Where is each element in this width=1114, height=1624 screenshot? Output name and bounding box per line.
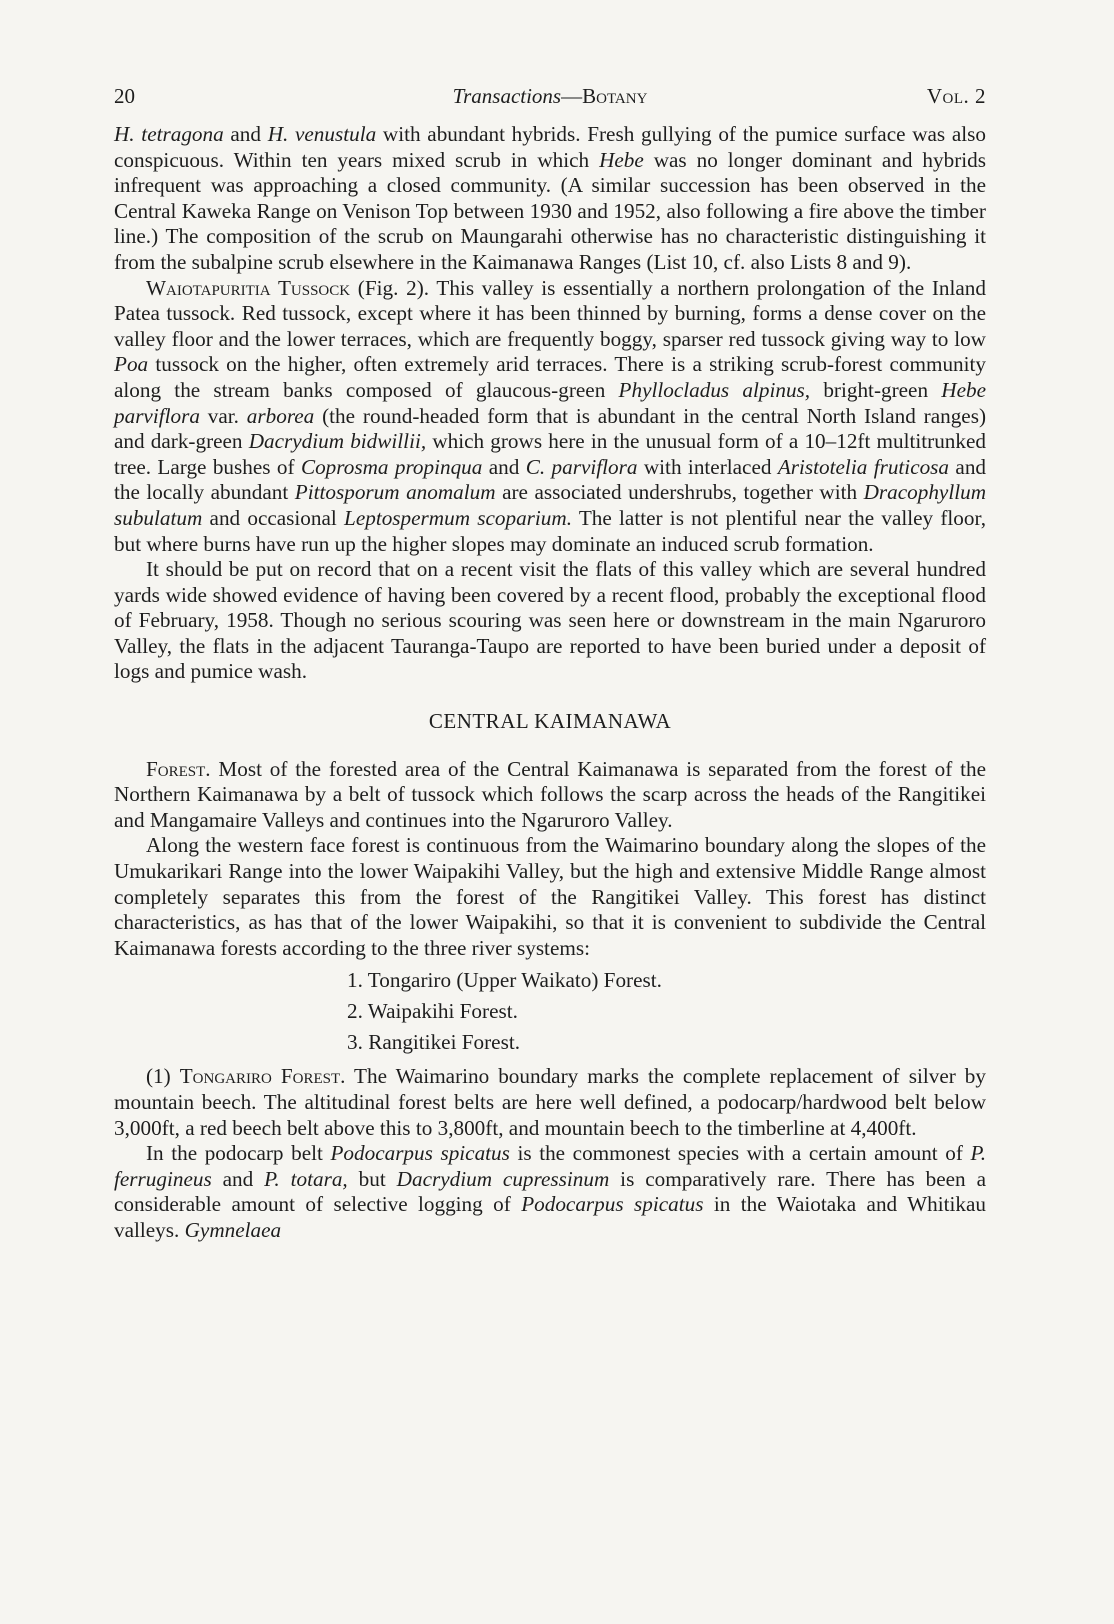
- volume-label: Vol. 2: [926, 84, 986, 108]
- article-body: [114, 122, 986, 1244]
- list-item: 1. Tongariro (Upper Waikato) Forest.: [347, 968, 662, 993]
- text-run: and the locally abundant: [114, 454, 987, 505]
- italic-text: Hebe parviflora: [114, 377, 986, 428]
- paragraph: [114, 122, 986, 276]
- italic-text: Podocarpus spicatus: [330, 1141, 510, 1166]
- italic-text: Podocarpus spicatus: [521, 1192, 704, 1217]
- italic-text: Dracophyllum subulatum: [114, 480, 987, 530]
- italic-text: Dacrydium cupressinum: [396, 1166, 610, 1191]
- text-run: in the Waiotaka and Whitikau valleys.: [114, 1192, 986, 1242]
- text-run: and: [482, 454, 526, 479]
- list-item: 3. Rangitikei Forest.: [347, 1030, 521, 1055]
- text-run: are associated undershrubs, together with: [495, 480, 864, 505]
- italic-text: Phyllocladus alpinus,: [618, 377, 811, 402]
- text-run: and: [223, 122, 268, 146]
- text-run: bright-green: [810, 377, 942, 402]
- text-run: (1): [146, 1064, 180, 1089]
- paragraph: [114, 757, 986, 834]
- italic-text: H. venustula: [267, 122, 377, 146]
- section-heading: CENTRAL KAIMANAWA: [428, 709, 672, 734]
- italic-text: P. ferrugineus: [114, 1141, 987, 1191]
- text-run: which grows here in the unusual form of a 10–12ft multitrunked tree. Large bushes of: [114, 429, 986, 479]
- text-run: The latter is not plentiful near the valley floor, but where burns have run up the higher slopes may dominate an induced scrub formation.: [114, 505, 987, 556]
- italic-text: Poa: [114, 352, 149, 377]
- italic-text: Gymnelaea: [184, 1217, 282, 1242]
- text-run: tussock on the higher, often extremely arid terraces. There is a striking scrub-forest community along the stream banks composed of glaucous-green: [114, 352, 986, 402]
- text-run: is comparatively rare. There has been a considerable amount of selective logging of: [114, 1166, 986, 1217]
- italic-text: Coprosma propinqua: [300, 454, 483, 479]
- italic-text: Leptospermum scoparium.: [344, 505, 572, 530]
- small-caps-text: Waiotapuritia Tussock: [146, 275, 351, 300]
- text-run: In the podocarp belt: [146, 1141, 331, 1166]
- italic-text: Pittosporum anomalum: [294, 480, 496, 505]
- italic-text: C. parviflora: [525, 454, 638, 479]
- italic-text: Hebe: [599, 147, 644, 172]
- italic-text: Aristotelia fruticosa: [777, 454, 950, 479]
- paragraph: [114, 276, 986, 558]
- text-run: The Waimarino boundary marks the complete replacement of silver by mountain beech. The altitudinal forest belts are here well defined, a podocarp/hardwood belt below 3,000ft, a red beech belt above this to 3,800ft, and mountain beech to the timberline at 4,400ft.: [114, 1064, 986, 1140]
- text-run: It should be put on record that on a recent visit the flats of this valley which are several hundred yards wide showed evidence of having been covered by a recent flood, probably the exceptional flood of February, 1958. Though no serious scouring was seen here or downstream in the main Ngaruroro Valley, the flats in the adjacent Tauranga-Taupo are reported to have been buried under a deposit of logs and pumice wash.: [114, 557, 986, 684]
- text-run: and: [211, 1166, 265, 1191]
- text-run: Along the western face forest is continuous from the Waimarino boundary along the slopes of the Umukarikari Range into the lower Waipakihi Valley, but the high and extensive Middle Range almost completely separates this from the forest of the Rangitikei Valley. This forest has distinct characteristics, as has that of the lower Waipakihi, so that it is convenient to subdivide the Central Kaimanawa forests according to the three river systems:: [114, 833, 986, 960]
- text-run: is the commonest species with a certain amount of: [509, 1141, 971, 1166]
- paragraph: [114, 557, 986, 685]
- page-number: 20: [114, 84, 135, 108]
- text-run: var.: [199, 403, 247, 428]
- running-title-section: —Botany: [561, 84, 648, 108]
- paragraph: [114, 1141, 986, 1243]
- page: [114, 84, 986, 1244]
- running-title: [114, 84, 986, 109]
- italic-text: H. tetragona: [114, 122, 224, 146]
- small-caps-text: Tongariro Forest.: [179, 1064, 346, 1089]
- text-run: Most of the forested area of the Central Kaimanawa is separated from the forest of the Northern Kaimanawa by a belt of tussock which follows the scarp across the heads of the Rangitikei and Mangamaire Valleys and continues into the Ngaruroro Valley.: [114, 756, 986, 832]
- text-run: and occasional: [202, 505, 345, 530]
- text-run: (the round-headed form that is abundant in the central North Island ranges) and dark-green: [114, 403, 987, 454]
- running-title-journal: Transactions: [452, 84, 562, 108]
- text-run: was no longer dominant and hybrids infrequent was approaching a closed community. (A similar succession has been observed in the Central Kaweka Range on Venison Top between 1930 and 1952, also following a fire above the timber line.) The composition of the scrub on Maungarahi otherwise has no characteristic distinguishing it from the subalpine scrub elsewhere in the Kaimanawa Ranges (List 10, cf. also Lists 8 and 9).: [114, 147, 986, 274]
- forest-list: [114, 965, 986, 1058]
- text-run: with abundant hybrids. Fresh gullying of the pumice surface was also conspicuous. Within ten years mixed scrub in which: [114, 122, 986, 172]
- small-caps-text: Forest.: [146, 756, 211, 781]
- paragraph: [114, 833, 986, 961]
- italic-text: arborea: [246, 403, 315, 428]
- text-run: (Fig. 2). This valley is essentially a northern prolongation of the Inland Patea tussock. Red tussock, except where it has been thinned by burning, forms a dense cover on the valley floor and the lower terraces, which are frequently boggy, sparser red tussock giving way to low: [114, 275, 986, 351]
- text-run: but: [347, 1166, 397, 1191]
- italic-text: P. totara,: [264, 1166, 348, 1191]
- text-run: with interlaced: [637, 454, 778, 479]
- paragraph: [114, 1064, 986, 1141]
- italic-text: Dacrydium bidwillii,: [248, 429, 427, 454]
- list-item: 2. Waipakihi Forest.: [347, 999, 518, 1024]
- running-header: [114, 84, 986, 118]
